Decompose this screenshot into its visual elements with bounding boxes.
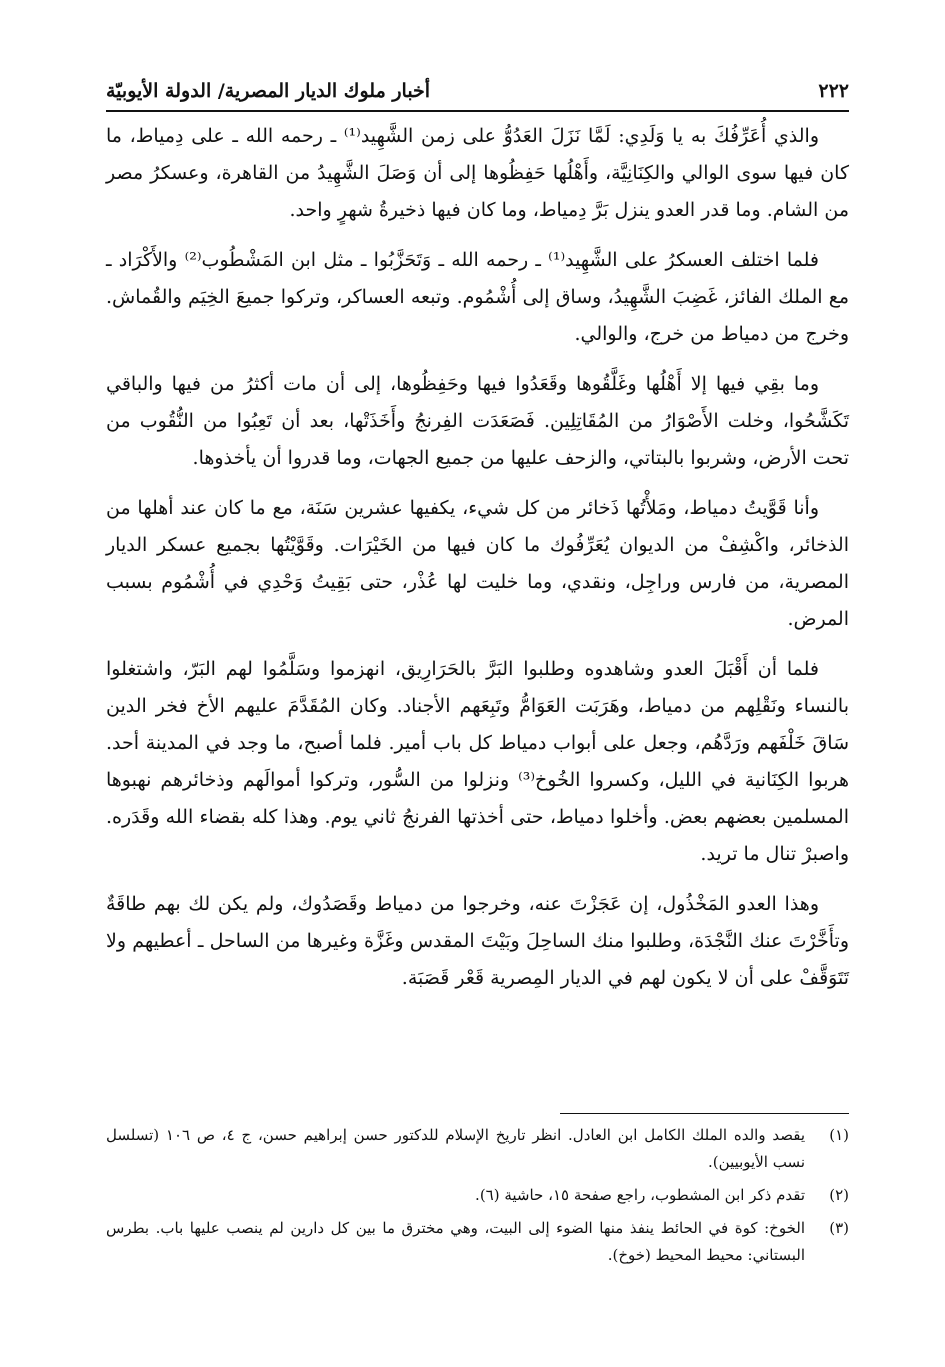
paragraph: وهذا العدو المَخْذُول، إن عَجَزْتَ عنه، وخرجوا من دمياط وقَصَدُوك، ولم يكن لك بهم طاقَةٌ وتأَخَّرْتَ عنك النَّجْدَة، وطلبوا منك الساحِلَ وبَيْتَ المقدس وغَزَّة وغيرها من الساحل ـ أعطيهم ولا تَتَوَقَّفْ على أن لا يكون لهم في الديار المِصرية قَعْر قَصَبَة. bbox=[106, 893, 849, 989]
footnote-text: يقصد والده الملك الكامل ابن العادل. انظر تاريخ الإسلام للدكتور حسن إبراهيم حسن، ج ٤، ص ١٠٦ (تسلسل نسب الأيوبيين). bbox=[106, 1126, 805, 1171]
body-text bbox=[106, 118, 849, 1010]
footnote-number: (٢) bbox=[829, 1186, 849, 1204]
paragraph: فلما اختلف العسكرُ على الشَّهِيد⁽¹⁾ ـ رحمه الله ـ وَتَحَزَّبُوا ـ مثل ابن المَشْطُوب⁽²⁾ والأَكْرَاد ـ مع الملك الفائز، غَضِبَ الشَّهِيدُ، وساق إلى أُشْمُوم. وتبعه العساكر، وتركوا جميعَ الخِيَم والقُماش. وخرج من دمياط من خرج، والوالي. bbox=[106, 249, 849, 345]
paragraph: فلما أن أَقْبَلَ العدو وشاهدوه وطلبوا البَرَّ بالحَرَارِيق، انهزموا وسَلَّمُوا لهم البَرّ، واشتغلوا بالنساء ونَقْلِهم من دمياط، وهَرَبَت العَوَامُّ وتَبِعَهم الأجناد. وكان المُقَدَّمَ عليهم الأخ فخر الدين سَاقَ خَلْفَهم ورَدَّهُم، وجعل على أبواب دمياط كل باب أمير. فلما أصبح، ما وجد في المدينة أحد. هربوا الكِنَانية في الليل، وكسروا الخُوخ⁽³⁾ ونزلوا من السُّور، وتركوا أموالَهم وذخائرهم نهبوها المسلمين بعضهم بعض. وأخلوا دمياط، حتى أخذتها الفرنجُ ثاني يوم. وهذا كله بقضاء الله وقَدَره. واصبرْ تنال ما تريد. bbox=[106, 658, 849, 865]
footnote-number: (٣) bbox=[829, 1219, 849, 1237]
footnotes bbox=[106, 1122, 849, 1275]
footnote-number: (١) bbox=[829, 1126, 849, 1144]
footnote-text: الخوخ: كوة في الحائط ينفذ منها الضوء إلى البيت، وهي مخترق ما بين كل دارين لم ينصب عليها باب. بطرس البستاني: محيط المحيط (خوخ). bbox=[106, 1219, 805, 1264]
paragraph: والذي أُعَرِّفُكَ به يا وَلَدِي: لَمَّا نَزَلَ العَدُوُّ على زمن الشَّهِيد⁽¹⁾ ـ رحمه الله ـ على دِمياط، ما كان فيها سوى الوالي والكِنَانِيَّة، وأَهْلُها حَفِظُوها إلى أن وَصَلَ الشَّهِيدُ من القاهرة، وعسكرُ مصر من الشام. وما قدر العدو ينزل بَرَّ دِمياط، وما كان فيها ذخيرةُ شهرٍ واحد. bbox=[106, 125, 849, 221]
book-title: أخبار ملوك الديار المصرية/ الدولة الأيوبيّة bbox=[106, 80, 431, 102]
footnote bbox=[106, 1122, 849, 1176]
running-head bbox=[106, 74, 849, 108]
footnote-text: تقدم ذكر ابن المشطوب، راجع صفحة ١٥، حاشية (٦). bbox=[475, 1186, 805, 1204]
paragraph: وما بقِي فيها إلا أَهْلُها وغَلَّقُوها وقَعَدُوا فيها وحَفِظُوها، إلى أن مات أكثرُ من فيها والباقي تَكَشَّحُوا، وخلت الأَصْوَارُ من المُقَاتِلِين. فَصَعَدَت الفِرنجُ وأَخَذَتْها، بعد أن تَعِبُوا من النُّقُوب من تحت الأرض، وشربوا بالبتاتي، والزحف عليها من جميع الجهات، وما قدروا أن يأخذوها. bbox=[106, 373, 849, 469]
paragraph: وأنا قَوَّيتُ دمياط، ومَلأْتُها ذَخائر من كل شيء، يكفيها عشرين سَنَة، مع ما كان عند أهلها من الذخائر، واكْشِفْ من الديوان يُعَرِّفُوك ما كان فيها من الخَيْرَات. وقَوَّيْتُها بجميع عسكر الديار المصرية، من فارس وراجِل، ونقدي، وما خليت لها عُذْر، حتى بَقِيتُ وَحْدِي في أُشْمُوم بسبب المرض. bbox=[106, 497, 849, 630]
footnote bbox=[106, 1215, 849, 1269]
page-number: ٢٢٢ bbox=[818, 80, 849, 102]
footnote bbox=[106, 1182, 849, 1209]
header-rule bbox=[106, 110, 849, 112]
footnote-rule bbox=[560, 1113, 849, 1114]
